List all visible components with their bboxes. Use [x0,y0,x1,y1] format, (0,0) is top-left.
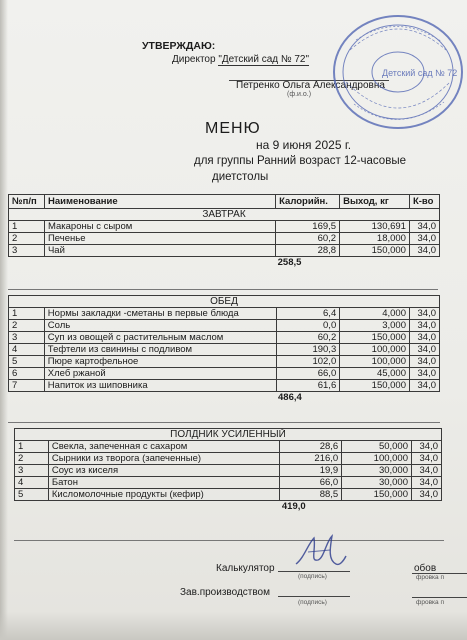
row-name: Напиток из шиповника [44,380,276,392]
row-num: 3 [9,332,45,344]
row-num: 1 [9,221,45,233]
row-name: Свекла, запеченная с сахаром [48,441,280,453]
section-row [15,429,442,441]
row-yield: 50,000 [342,441,412,453]
row-num: 1 [15,441,49,453]
director-name: Петренко Ольга Александровна [236,80,385,91]
director-org: "Детский сад № 72" [218,54,310,65]
row-yield: 30,000 [342,465,412,477]
section-total: 486,4 [278,392,302,403]
row-count: 34,0 [409,233,439,245]
table-row [15,477,442,489]
table-row [9,233,440,245]
total-row [9,257,440,269]
table-row [9,245,440,257]
row-count: 34,0 [410,380,440,392]
row-yield: 100,000 [340,356,410,368]
table-row [9,380,440,392]
signature-caption: (подпись) [298,573,327,580]
fio-caption: (ф.и.о.) [287,91,312,98]
production-label: Зав.производством [180,587,270,598]
row-yield: 150,000 [342,489,412,501]
row-name: Тефтели из свинины с подливом [44,344,276,356]
row-kcal: 61,6 [276,380,340,392]
row-kcal: 28,8 [276,245,340,257]
row-kcal: 0,0 [276,320,340,332]
table-header-row [9,195,440,209]
lunch-table [8,295,440,403]
col-name-header: Наименование [44,195,275,209]
row-count: 34,0 [409,245,439,257]
row-name: Суп из овощей с растительным маслом [44,332,276,344]
table-row [9,356,440,368]
row-num: 4 [9,344,45,356]
row-yield: 100,000 [340,344,410,356]
page-edge-shadow [0,0,8,640]
row-num: 7 [9,380,45,392]
row-num: 2 [9,320,45,332]
row-yield: 150,000 [340,332,410,344]
section-total: 258,5 [277,257,302,268]
row-count: 34,0 [412,453,442,465]
row-kcal: 6,4 [276,308,340,320]
row-kcal: 216,0 [280,453,342,465]
row-yield: 4,000 [340,308,410,320]
row-name: Макароны с сыром [44,221,275,233]
row-count: 34,0 [412,441,442,453]
row-yield: 150,000 [340,380,410,392]
row-kcal: 66,0 [280,477,342,489]
table-row [15,453,442,465]
row-num: 2 [15,453,49,465]
row-yield: 30,000 [342,477,412,489]
row-kcal: 169,5 [276,221,340,233]
row-kcal: 88,5 [280,489,342,501]
stamp-center-text: Детский сад № 72 [382,68,458,78]
row-kcal: 190,3 [276,344,340,356]
table-row [15,441,442,453]
section-title: ПОЛДНИК УСИЛЕННЫЙ [15,429,442,441]
right-line [412,597,467,598]
table-row [9,320,440,332]
row-num: 1 [9,308,45,320]
table-row [9,308,440,320]
row-kcal: 28,6 [280,441,342,453]
total-row [9,392,440,404]
official-stamp-icon [326,12,466,132]
row-num: 4 [15,477,49,489]
row-count: 34,0 [409,221,439,233]
total-row [15,501,442,513]
section-title: ЗАВТРАК [9,209,440,221]
calculator-label: Калькулятор [216,563,275,574]
table-row [9,332,440,344]
row-kcal: 60,2 [276,332,340,344]
row-name: Сырники из творога (запеченные) [48,453,280,465]
production-signature-line [278,596,350,597]
menu-title: МЕНЮ [205,120,261,137]
menu-date: на 9 июня 2025 г. [256,138,352,152]
right-caption: фровка п [416,574,444,581]
table-row [9,344,440,356]
row-num: 3 [15,465,49,477]
row-kcal: 102,0 [276,356,340,368]
row-num: 2 [9,233,45,245]
row-yield: 100,000 [342,453,412,465]
row-name: Батон [48,477,280,489]
row-kcal: 19,9 [280,465,342,477]
table-row [15,489,442,501]
row-num: 3 [9,245,45,257]
signature-caption: (подпись) [298,599,327,606]
row-yield: 150,000 [340,245,410,257]
row-yield: 45,000 [340,368,410,380]
row-count: 34,0 [410,368,440,380]
menu-diet: диетстолы [212,171,269,183]
table-row [9,368,440,380]
section-row [9,209,440,221]
director-line [172,54,309,65]
snack-table [14,428,442,512]
row-count: 34,0 [412,477,442,489]
section-divider [14,540,444,541]
table-row [15,465,442,477]
page-bottom-shadow [0,612,467,640]
row-num: 6 [9,368,45,380]
row-count: 34,0 [410,320,440,332]
approval-heading: УТВЕРЖДАЮ: [142,40,216,52]
col-kcal-header: Калорийн. [276,195,340,209]
section-divider [8,422,440,423]
right-caption: фровка п [416,599,444,606]
row-kcal: 60,2 [276,233,340,245]
row-name: Пюре картофельное [44,356,276,368]
row-name: Нормы закладки -сметаны в первые блюда [44,308,276,320]
row-count: 34,0 [410,308,440,320]
menu-group: для группы Ранний возраст 12-часовые [194,155,406,167]
col-count-header: К-во [409,195,439,209]
row-count: 34,0 [412,489,442,501]
section-total: 419,0 [281,501,306,512]
row-count: 34,0 [410,332,440,344]
row-name: Хлеб ржаной [44,368,276,380]
row-count: 34,0 [410,344,440,356]
row-name: Кисломолочные продукты (кефир) [48,489,280,501]
row-num: 5 [15,489,49,501]
breakfast-table [8,194,440,268]
col-num-header: №п/п [9,195,45,209]
table-row [9,221,440,233]
row-kcal: 66,0 [276,368,340,380]
row-name: Соус из киселя [48,465,280,477]
section-row [9,296,440,308]
row-yield: 3,000 [340,320,410,332]
section-divider [8,289,438,290]
director-prefix: Директор [172,54,219,65]
row-count: 34,0 [410,356,440,368]
row-yield: 18,000 [340,233,410,245]
col-yield-header: Выход, кг [340,195,410,209]
row-name: Чай [44,245,275,257]
row-name: Печенье [44,233,275,245]
row-num: 5 [9,356,45,368]
row-count: 34,0 [412,465,442,477]
row-name: Соль [44,320,276,332]
row-yield: 130,691 [340,221,410,233]
handwritten-signature-icon [290,530,350,574]
section-title: ОБЕД [9,296,440,308]
right-label: обов [414,563,437,574]
